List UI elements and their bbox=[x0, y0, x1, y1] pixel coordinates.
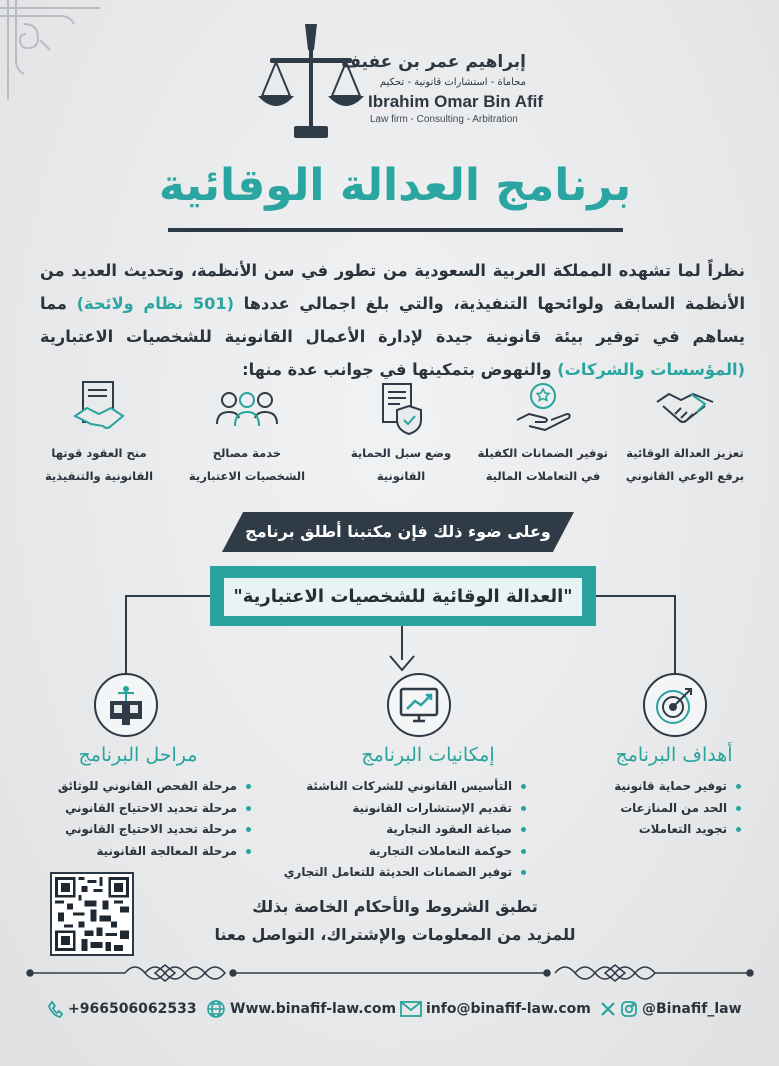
email-contact[interactable] bbox=[400, 998, 591, 1020]
qr-code[interactable] bbox=[50, 872, 134, 956]
list-item: الحد من المنازعات bbox=[614, 798, 741, 820]
goals-title: أهداف البرنامج bbox=[615, 744, 733, 766]
qr-code-graphic bbox=[55, 877, 129, 951]
phone-number: +966506062533 bbox=[68, 1001, 197, 1017]
feature-line-2: القانونية والتنفيذية bbox=[44, 469, 154, 483]
feature-line-2: القانونية bbox=[376, 469, 426, 483]
stages-title: مراحل البرنامج bbox=[78, 744, 198, 766]
contact-us-text: للمزيد من المعلومات والإشتراك، التواصل معنا bbox=[214, 925, 576, 944]
stages-list bbox=[58, 776, 251, 862]
website-url: Www.binafif-law.com bbox=[230, 1001, 397, 1017]
email-address: info@binafif-law.com bbox=[426, 1001, 591, 1017]
feature-preventive-justice bbox=[620, 380, 750, 488]
intro-text-3: والنهوض بتمكينها في جوانب عدة منها: bbox=[242, 360, 558, 379]
phone-contact[interactable] bbox=[48, 998, 197, 1020]
feature-line-1: توفير الضمانات الكفيلة bbox=[477, 446, 608, 460]
monitor-chart-icon bbox=[397, 683, 441, 727]
intro-text-2: مما يساهم في توفير بيئة قانونية جيدة لإدارة الأعمال القانونية للشخصيات الاعتبارية bbox=[40, 294, 745, 346]
capabilities-title: إمكانيات البرنامج bbox=[361, 744, 495, 766]
intro-highlight-entities: (المؤسسات والشركات) bbox=[557, 360, 745, 379]
x-twitter-icon bbox=[600, 1001, 616, 1017]
feature-line-1: وضع سبل الحماية bbox=[350, 446, 452, 460]
list-item: مرحلة تحديد الاحتياج القانوني bbox=[58, 798, 251, 820]
list-item: توفير حماية قانونية bbox=[614, 776, 741, 798]
contract-handshake-icon bbox=[67, 380, 131, 438]
instagram-icon bbox=[620, 1000, 638, 1018]
corner-ornament bbox=[0, 0, 110, 110]
list-item: حوكمة التعاملات التجارية bbox=[284, 841, 526, 863]
feature-line-2: الشخصيات الاعتبارية bbox=[188, 469, 306, 483]
intro-text-1: نظراً لما تشهده المملكة العربية السعودية من تطور في سن الأنظمة، وتحديث العديد من الأنظمة السابقة ولوائحها التنفيذية، والتي بلغ اجمالي عددها bbox=[40, 261, 746, 313]
launch-text: وعلى ضوء ذلك فإن مكتبنا أطلق برنامج bbox=[245, 522, 551, 541]
list-item: مرحلة تحديد الاحتياج القانوني bbox=[58, 819, 251, 841]
intro-paragraph bbox=[40, 254, 745, 386]
stages-icon-circle bbox=[94, 673, 158, 737]
goals-icon-circle bbox=[643, 673, 707, 737]
feature-financial-guarantees bbox=[478, 380, 608, 488]
hand-coin-icon bbox=[511, 380, 575, 438]
scales-of-justice-icon bbox=[256, 22, 366, 144]
capabilities-list bbox=[284, 776, 526, 884]
feature-line-1: منح العقود قوتها bbox=[51, 446, 147, 460]
phone-icon bbox=[48, 1000, 64, 1018]
feature-line-1: خدمة مصالح bbox=[212, 446, 282, 460]
ornamental-divider bbox=[25, 958, 755, 988]
terms-text: تطبق الشروط والأحكام الخاصة بذلك bbox=[252, 897, 538, 916]
target-icon bbox=[653, 683, 697, 727]
feature-entity-interests bbox=[182, 380, 312, 488]
feature-line-2: برفع الوعي القانوني bbox=[625, 469, 745, 483]
globe-icon bbox=[206, 999, 226, 1019]
call-to-action bbox=[170, 893, 620, 949]
feature-line-2: في التعاملات المالية bbox=[485, 469, 601, 483]
firm-name-english: Ibrahim Omar Bin Afif bbox=[368, 92, 544, 111]
program-name: "العدالة الوقائية للشخصيات الاعتبارية" bbox=[233, 586, 573, 607]
feature-legal-protection bbox=[336, 380, 466, 488]
capabilities-icon-circle bbox=[387, 673, 451, 737]
firm-logo bbox=[256, 22, 546, 144]
website-contact[interactable] bbox=[206, 998, 396, 1020]
feature-contract-enforcement bbox=[34, 380, 164, 488]
social-handle: @Binafif_law bbox=[642, 1001, 742, 1017]
workflow-icon bbox=[104, 683, 148, 727]
list-item: تجويد التعاملات bbox=[614, 819, 741, 841]
goals-list bbox=[614, 776, 741, 841]
mail-icon bbox=[400, 1000, 422, 1018]
list-item: صياغة العقود التجارية bbox=[284, 819, 526, 841]
people-group-icon bbox=[215, 380, 279, 438]
list-item: توفير الضمانات الحديثة للتعامل التجاري bbox=[284, 862, 526, 884]
title-underline bbox=[168, 228, 623, 232]
list-item: مرحلة المعالجة القانونية bbox=[58, 841, 251, 863]
feature-line-1: تعزيز العدالة الوقائية bbox=[626, 446, 744, 460]
firm-subtitle-arabic: محاماة - استشارات قانونية - تحكيم bbox=[379, 77, 526, 88]
list-item: التأسيس القانوني للشركات الناشئة bbox=[284, 776, 526, 798]
handshake-icon bbox=[653, 380, 717, 438]
social-contact[interactable] bbox=[600, 998, 742, 1020]
document-shield-icon bbox=[369, 380, 433, 438]
page-title: برنامج العدالة الوقائية bbox=[158, 160, 632, 211]
intro-highlight-laws: (501 نظام ولائحة) bbox=[76, 294, 235, 313]
firm-name-arabic: إبراهيم عمر بن عفيف bbox=[341, 52, 526, 72]
list-item: تقديم الإستشارات القانونية bbox=[284, 798, 526, 820]
firm-subtitle-english: Law firm - Consulting - Arbitration bbox=[370, 114, 518, 125]
list-item: مرحلة الفحص القانوني للوثائق bbox=[58, 776, 251, 798]
